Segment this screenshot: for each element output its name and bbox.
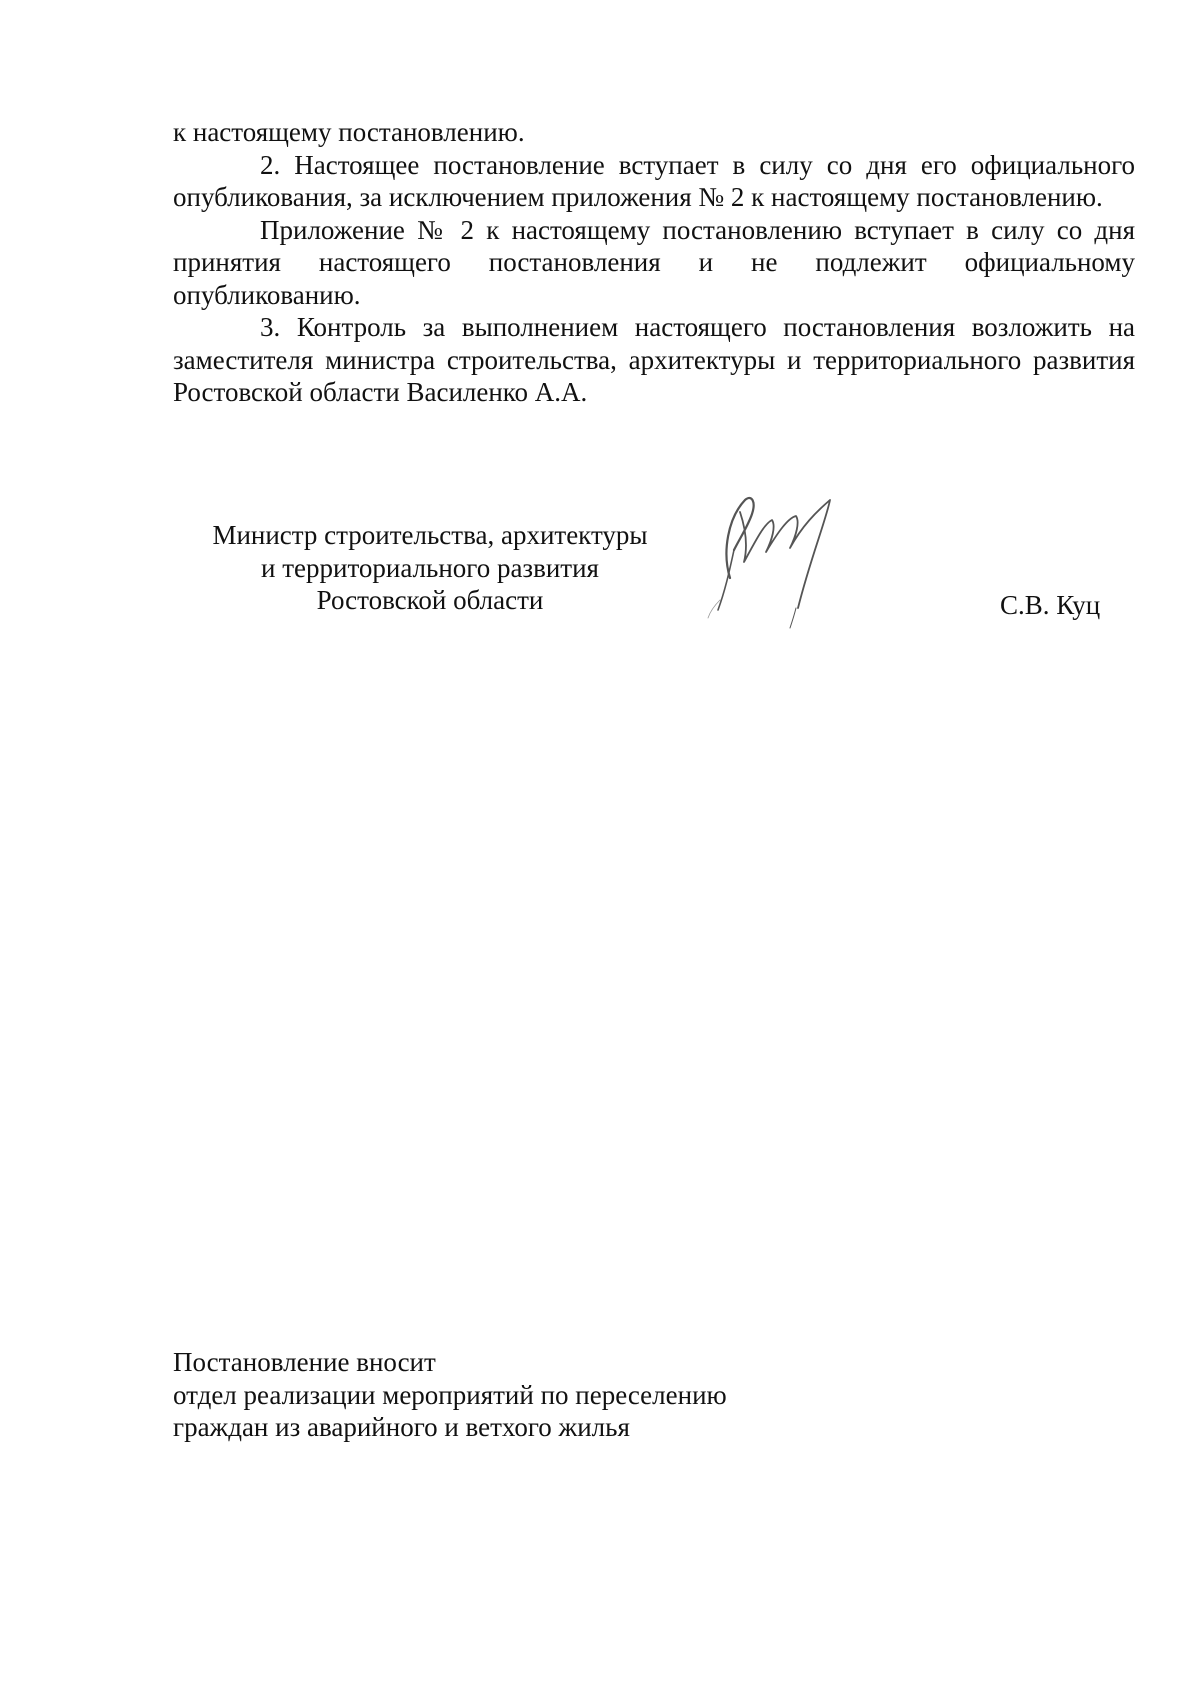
- document-body: [173, 116, 1135, 409]
- paragraph-continuation: к настоящему постановлению.: [173, 117, 525, 147]
- footer-line: отдел реализации мероприятий по переселению: [173, 1379, 727, 1410]
- signatory-title-line: и территориального развития: [261, 552, 599, 583]
- footer-line: граждан из аварийного и ветхого жилья: [173, 1412, 630, 1442]
- signatory-title: [190, 519, 670, 617]
- signatory-name: С.В. Куц: [1000, 590, 1101, 620]
- footer-line: Постановление вносит: [173, 1347, 436, 1377]
- signatory-title-line: Министр строительства, архитектуры: [212, 520, 648, 550]
- signatory-title-line: Ростовской области: [316, 585, 544, 615]
- handwritten-signature: [700, 490, 870, 630]
- paragraph-item-3: 3. Контроль за выполнением настоящего постановления возложить на заместителя министра строительства, архитектуры и территориального развития Ростовской области Василенко А.А.: [173, 312, 1135, 407]
- paragraph-item-2: 2. Настоящее постановление вступает в силу со дня его официального опубликования, за исключением приложения № 2 к настоящему постановлению.: [173, 149, 1135, 212]
- submitted-by-note: [173, 1346, 973, 1444]
- paragraph-item-2-appendix: Приложение № 2 к настоящему постановлению вступает в силу со дня принятия настоящего постановления и не подлежит официальному опубликованию.: [173, 214, 1135, 310]
